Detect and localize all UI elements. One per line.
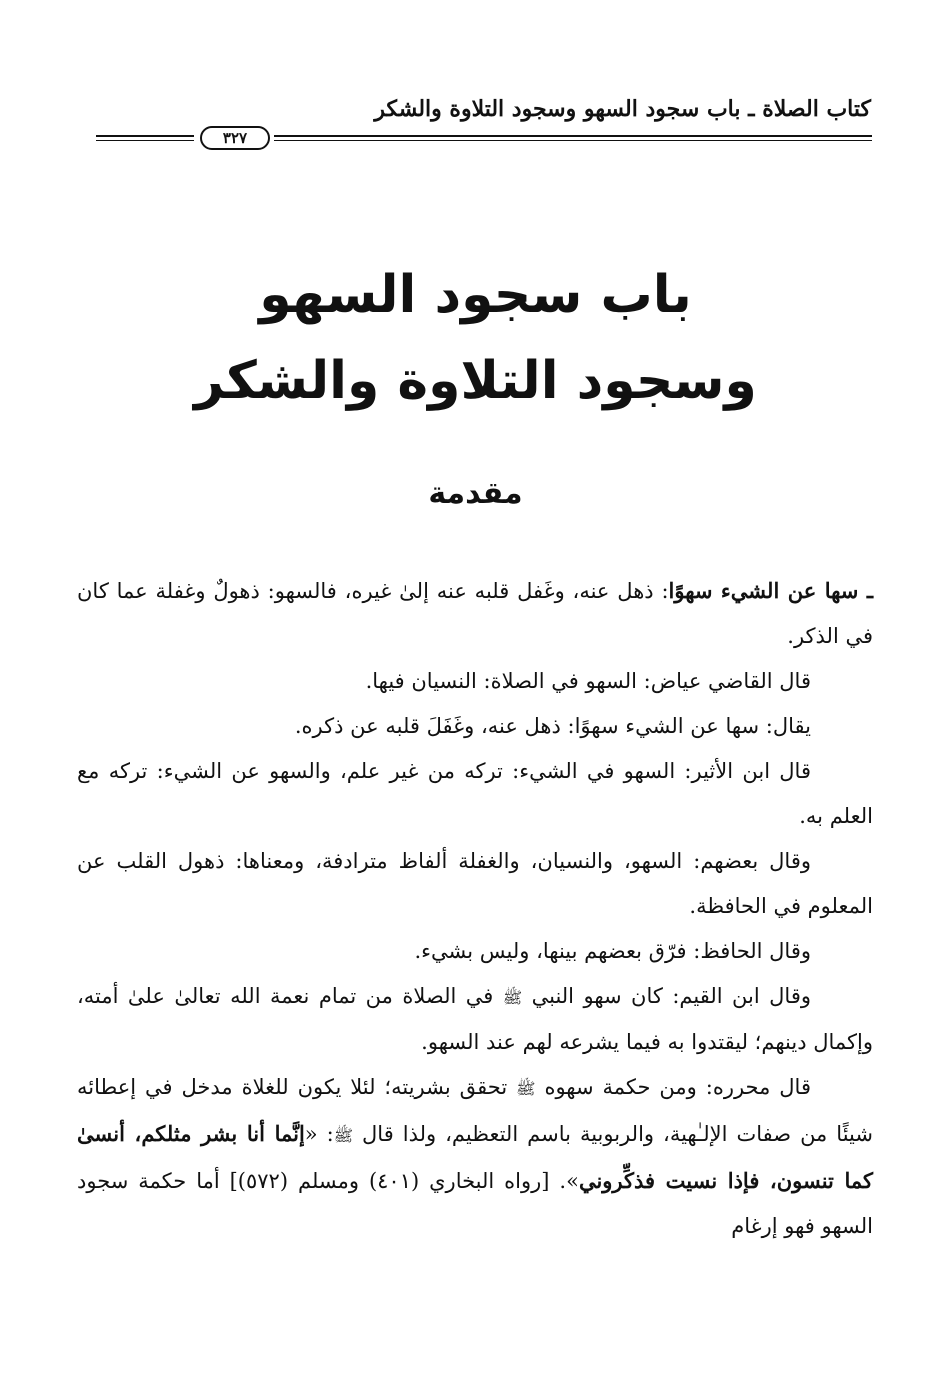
chapter-title: [120, 252, 831, 424]
paragraph-8-part-c: : «: [304, 1122, 334, 1146]
header-rule-right: [274, 135, 872, 141]
paragraph-1-rest: : ذهل عنه، وغَفل قلبه عنه إلىٰ غيره، فالسهو: ذهولٌ وغفلة عما كان في الذكر.: [77, 579, 873, 648]
salutation-glyph: ﷺ: [516, 1079, 536, 1098]
paragraph-2: قال القاضي عياض: السهو في الصلاة: النسيان فيها.: [365, 669, 811, 693]
paragraph-4: قال ابن الأثير: السهو في الشيء: تركه من غير علم، والسهو عن الشيء: تركه مع العلم به.: [77, 759, 873, 828]
header-rule: [96, 126, 872, 150]
paragraph-8-part-b: تحقق بشريته؛ لئلا يكون للغلاة مدخل في إعطائه شيئًا من صفات الإلـٰهية، والربوبية باسم التعظيم، ولذا قال: [77, 1075, 873, 1146]
chapter-title-line-1: باب سجود السهو: [259, 265, 692, 325]
paragraph-5: وقال بعضهم: السهو، والنسيان، والغفلة ألفاظ مترادفة، ومعناها: ذهول القلب عن المعلوم في الحافظة.: [77, 849, 873, 918]
paragraph-8-part-a: قال محرره: ومن حكمة سهوه: [544, 1075, 811, 1099]
page-number: ٣٢٧: [200, 126, 270, 150]
paragraph-1-lead: ـ سها عن الشيء سهوًا: [668, 578, 873, 603]
section-heading: مقدمة: [428, 476, 523, 511]
paragraph-7-part-a: وقال ابن القيم: كان سهو النبي: [531, 984, 811, 1008]
chapter-title-line-2: وسجود التلاوة والشكر: [194, 351, 757, 411]
running-header: كتاب الصلاة ـ باب سجود السهو وسجود التلاوة والشكر: [374, 96, 871, 122]
salutation-glyph: ﷺ: [502, 988, 523, 1007]
paragraph-7-part-b: في الصلاة من تمام نعمة الله تعالىٰ علىٰ أمته، وإكمال دينهم؛ ليقتدوا به فيما يشرعه لهم عند السهو.: [77, 984, 873, 1054]
paragraph-6: وقال الحافظ: فرّق بعضهم بينها، وليس بشيء.: [414, 939, 811, 963]
header-rule-left: [96, 135, 194, 141]
paragraph-8-part-d: ». [رواه البخاري (٤٠١) ومسلم (٥٧٢)] أما حكمة سجود السهو فهو إرغام: [77, 1169, 873, 1238]
body-text: [77, 568, 873, 1249]
hadith-quote: إنَّما أنا بشر مثلكم، أنسىٰ كما تنسون، فإذا نسيت فذكِّروني: [77, 1121, 874, 1193]
paragraph-7: [77, 974, 873, 1065]
paragraph-3: يقال: سها عن الشيء سهوًا: ذهل عنه، وغَفَلَ قلبه عن ذكره.: [294, 714, 811, 738]
salutation-glyph: ﷺ: [333, 1126, 354, 1145]
paragraph-1: [77, 568, 873, 659]
paragraph-8: [77, 1065, 873, 1249]
